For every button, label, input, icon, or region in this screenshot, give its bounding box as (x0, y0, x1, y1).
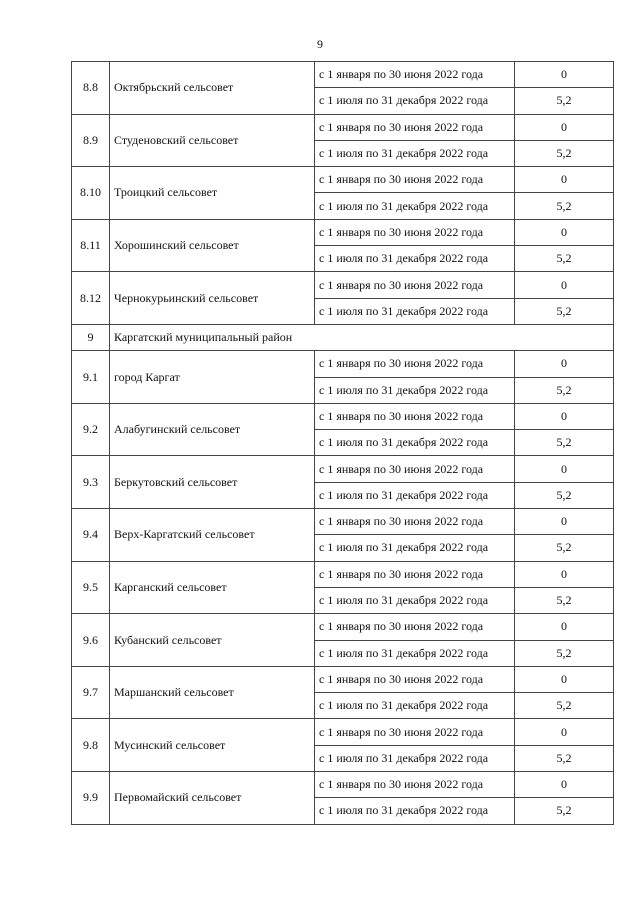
value-first-half: 0 (515, 351, 614, 377)
period-first-half: с 1 января по 30 июня 2022 года (315, 403, 515, 429)
row-number: 9.6 (72, 614, 110, 667)
row-number: 8.12 (72, 272, 110, 325)
value-second-half: 5,2 (515, 88, 614, 114)
period-second-half: с 1 июля по 31 декабря 2022 года (315, 140, 515, 166)
value-second-half: 5,2 (515, 482, 614, 508)
period-second-half: с 1 июля по 31 декабря 2022 года (315, 798, 515, 824)
row-number: 9 (72, 324, 110, 350)
period-first-half: с 1 января по 30 июня 2022 года (315, 719, 515, 745)
municipality-name: Студеновский сельсовет (110, 114, 315, 167)
table-row (72, 351, 614, 377)
row-number: 9.1 (72, 351, 110, 404)
value-first-half: 0 (515, 403, 614, 429)
row-number: 9.4 (72, 509, 110, 562)
period-first-half: с 1 января по 30 июня 2022 года (315, 114, 515, 140)
value-first-half: 0 (515, 561, 614, 587)
table-row (72, 719, 614, 745)
period-second-half: с 1 июля по 31 декабря 2022 года (315, 430, 515, 456)
value-first-half: 0 (515, 167, 614, 193)
period-second-half: с 1 июля по 31 декабря 2022 года (315, 693, 515, 719)
tariff-table (71, 61, 614, 825)
value-first-half: 0 (515, 114, 614, 140)
value-first-half: 0 (515, 456, 614, 482)
municipality-name: Верх-Каргатский сельсовет (110, 509, 315, 562)
row-number: 8.10 (72, 167, 110, 220)
row-number: 8.9 (72, 114, 110, 167)
value-first-half: 0 (515, 772, 614, 798)
value-second-half: 5,2 (515, 587, 614, 613)
period-second-half: с 1 июля по 31 декабря 2022 года (315, 246, 515, 272)
table-row (72, 561, 614, 587)
value-second-half: 5,2 (515, 298, 614, 324)
value-first-half: 0 (515, 719, 614, 745)
section-title: Каргатский муниципальный район (110, 324, 614, 350)
period-first-half: с 1 января по 30 июня 2022 года (315, 219, 515, 245)
table-row (72, 272, 614, 298)
page-number: 9 (317, 37, 323, 51)
table-row (72, 456, 614, 482)
table-row (72, 219, 614, 245)
municipality-name: Первомайский сельсовет (110, 772, 315, 825)
value-second-half: 5,2 (515, 535, 614, 561)
table-row (72, 403, 614, 429)
period-second-half: с 1 июля по 31 декабря 2022 года (315, 587, 515, 613)
municipality-name: Алабугинский сельсовет (110, 403, 315, 456)
value-first-half: 0 (515, 62, 614, 88)
row-number: 9.7 (72, 666, 110, 719)
row-number: 8.11 (72, 219, 110, 272)
municipality-name: Карганский сельсовет (110, 561, 315, 614)
period-first-half: с 1 января по 30 июня 2022 года (315, 509, 515, 535)
value-second-half: 5,2 (515, 640, 614, 666)
table-row (72, 614, 614, 640)
row-number: 8.8 (72, 62, 110, 115)
period-second-half: с 1 июля по 31 декабря 2022 года (315, 535, 515, 561)
value-second-half: 5,2 (515, 693, 614, 719)
value-second-half: 5,2 (515, 140, 614, 166)
row-number: 9.8 (72, 719, 110, 772)
period-second-half: с 1 июля по 31 декабря 2022 года (315, 377, 515, 403)
value-first-half: 0 (515, 614, 614, 640)
table-row (72, 62, 614, 88)
table-row (72, 509, 614, 535)
municipality-name: Кубанский сельсовет (110, 614, 315, 667)
row-number: 9.9 (72, 772, 110, 825)
value-second-half: 5,2 (515, 430, 614, 456)
section-row (72, 324, 614, 350)
value-second-half: 5,2 (515, 377, 614, 403)
period-second-half: с 1 июля по 31 декабря 2022 года (315, 298, 515, 324)
municipality-name: Октябрьский сельсовет (110, 62, 315, 115)
period-first-half: с 1 января по 30 июня 2022 года (315, 351, 515, 377)
period-first-half: с 1 января по 30 июня 2022 года (315, 62, 515, 88)
period-first-half: с 1 января по 30 июня 2022 года (315, 772, 515, 798)
period-first-half: с 1 января по 30 июня 2022 года (315, 666, 515, 692)
table-row (72, 666, 614, 692)
municipality-name: Мусинский сельсовет (110, 719, 315, 772)
period-second-half: с 1 июля по 31 декабря 2022 года (315, 193, 515, 219)
value-first-half: 0 (515, 219, 614, 245)
period-first-half: с 1 января по 30 июня 2022 года (315, 614, 515, 640)
value-second-half: 5,2 (515, 745, 614, 771)
table-row (72, 772, 614, 798)
value-second-half: 5,2 (515, 193, 614, 219)
value-first-half: 0 (515, 666, 614, 692)
period-second-half: с 1 июля по 31 декабря 2022 года (315, 482, 515, 508)
municipality-name: Беркутовский сельсовет (110, 456, 315, 509)
row-number: 9.3 (72, 456, 110, 509)
table-row (72, 114, 614, 140)
period-first-half: с 1 января по 30 июня 2022 года (315, 167, 515, 193)
table-body (72, 62, 614, 825)
value-second-half: 5,2 (515, 798, 614, 824)
municipality-name: Троицкий сельсовет (110, 167, 315, 220)
period-first-half: с 1 января по 30 июня 2022 года (315, 561, 515, 587)
row-number: 9.2 (72, 403, 110, 456)
municipality-name: город Каргат (110, 351, 315, 404)
period-second-half: с 1 июля по 31 декабря 2022 года (315, 88, 515, 114)
value-first-half: 0 (515, 509, 614, 535)
table-row (72, 167, 614, 193)
municipality-name: Маршанский сельсовет (110, 666, 315, 719)
period-first-half: с 1 января по 30 июня 2022 года (315, 272, 515, 298)
municipality-name: Чернокурьинский сельсовет (110, 272, 315, 325)
municipality-name: Хорошинский сельсовет (110, 219, 315, 272)
value-first-half: 0 (515, 272, 614, 298)
row-number: 9.5 (72, 561, 110, 614)
period-second-half: с 1 июля по 31 декабря 2022 года (315, 745, 515, 771)
value-second-half: 5,2 (515, 246, 614, 272)
period-second-half: с 1 июля по 31 декабря 2022 года (315, 640, 515, 666)
period-first-half: с 1 января по 30 июня 2022 года (315, 456, 515, 482)
